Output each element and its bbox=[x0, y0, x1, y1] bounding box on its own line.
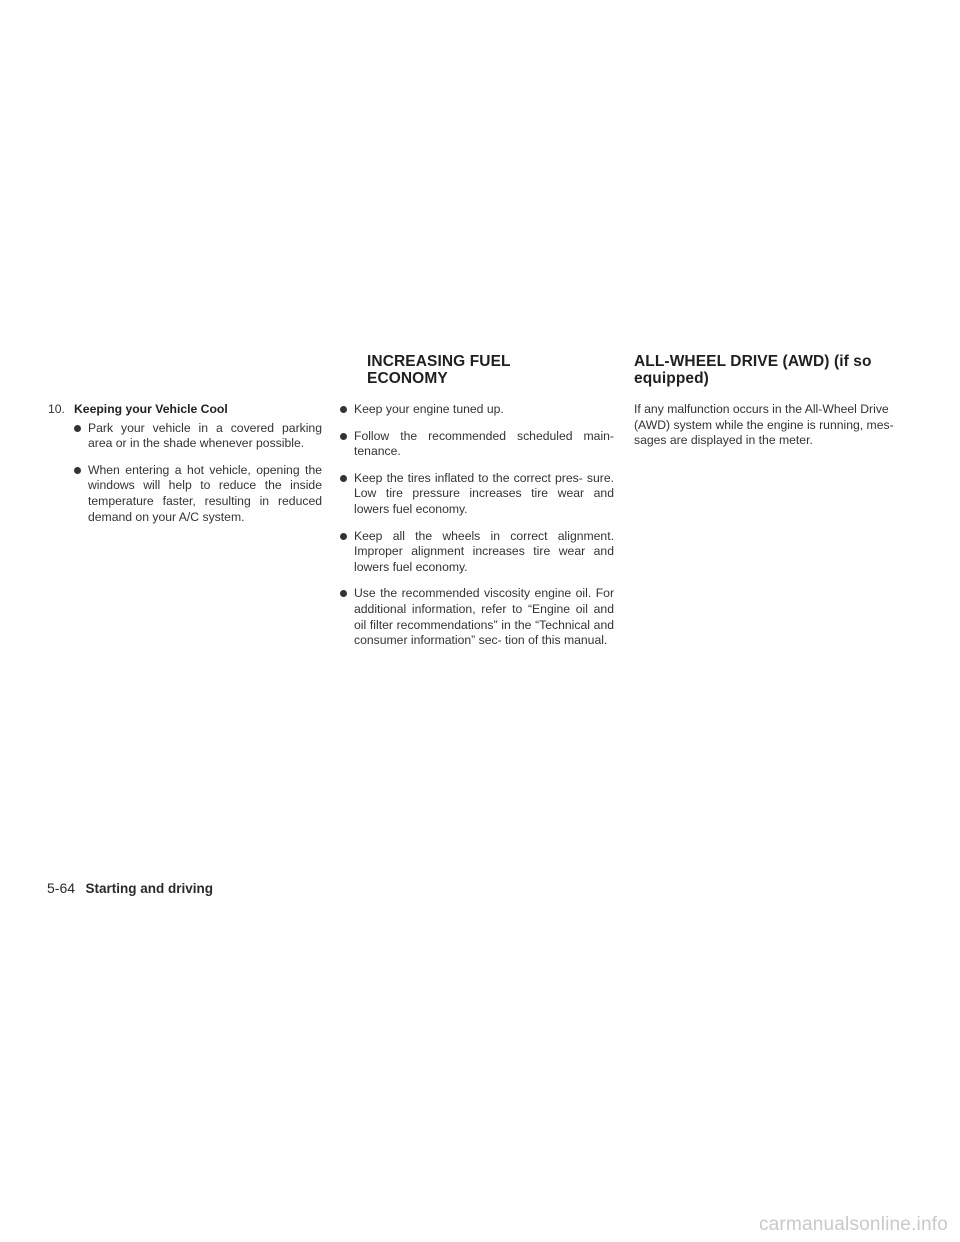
list-item bbox=[340, 529, 614, 576]
numbered-item-10 bbox=[48, 402, 322, 525]
bullet-text: Follow the recommended scheduled main- tenance. bbox=[354, 428, 614, 459]
item-number: 10. bbox=[48, 402, 65, 416]
item-title: Keeping your Vehicle Cool bbox=[74, 402, 228, 416]
section-heading-awd: ALL-WHEEL DRIVE (AWD) (if so equipped) bbox=[634, 353, 872, 387]
list-item bbox=[74, 463, 322, 525]
column-left bbox=[48, 402, 322, 536]
watermark-text: carmanualsonline.info bbox=[758, 1214, 948, 1235]
awd-paragraph: If any malfunction occurs in the All-Wheel Drive (AWD) system while the engine is running, mes- sages are displayed in the meter. bbox=[634, 402, 894, 448]
bullet-text: Keep your engine tuned up. bbox=[354, 402, 504, 416]
list-item bbox=[74, 421, 322, 452]
bullet-icon bbox=[74, 467, 81, 474]
list-item bbox=[340, 471, 614, 518]
column-right bbox=[634, 402, 912, 449]
bullet-list bbox=[340, 402, 614, 649]
section-heading-fuel-economy: INCREASING FUEL ECONOMY bbox=[367, 353, 511, 387]
column-middle bbox=[340, 402, 614, 660]
page-number: 5-64 bbox=[47, 880, 76, 896]
bullet-text: Use the recommended viscosity engine oil. For additional information, refer to “Engine oil and oil filter recommendations” in the “Technical and consumer information” sec- tion of this manual. bbox=[354, 586, 614, 648]
bullet-text: Keep all the wheels in correct alignment. Improper alignment increases tire wear and lowers fuel economy. bbox=[354, 528, 614, 574]
bullet-icon bbox=[340, 475, 347, 482]
bullet-icon bbox=[340, 406, 347, 413]
bullet-icon bbox=[74, 425, 81, 432]
bullet-icon bbox=[340, 590, 347, 597]
footer-section-title: Starting and driving bbox=[85, 881, 213, 896]
bullet-icon bbox=[340, 533, 347, 540]
page-footer bbox=[47, 880, 213, 898]
bullet-icon bbox=[340, 433, 347, 440]
list-item bbox=[340, 402, 614, 418]
list-item bbox=[340, 429, 614, 460]
bullet-list bbox=[74, 421, 322, 526]
list-item bbox=[340, 586, 614, 648]
bullet-text: When entering a hot vehicle, opening the windows will help to reduce the inside temperature faster, resulting in reduced demand on your A/C system. bbox=[88, 462, 322, 524]
bullet-text: Keep the tires inflated to the correct pres- sure. Low tire pressure increases tire wear and lowers fuel economy. bbox=[354, 470, 614, 516]
bullet-text: Park your vehicle in a covered parking area or in the shade whenever possible. bbox=[88, 420, 322, 451]
